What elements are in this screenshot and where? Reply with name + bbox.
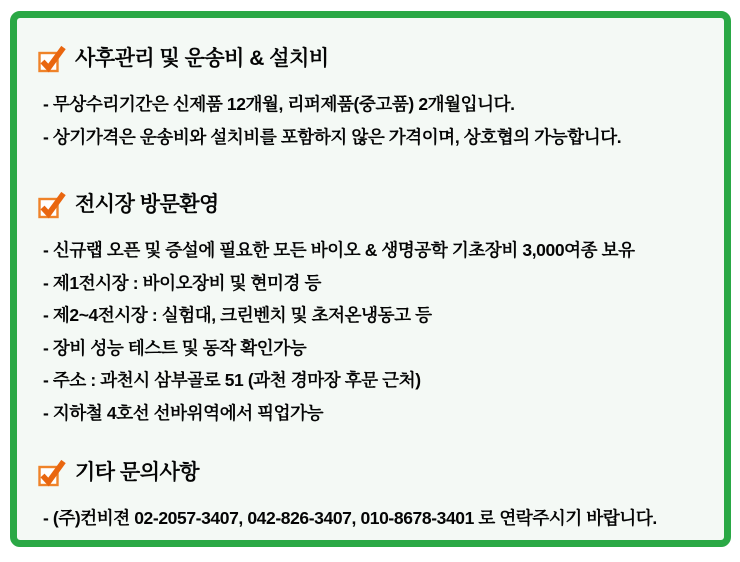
orange-checkbox-icon <box>38 191 65 218</box>
section-title <box>38 191 706 218</box>
list-item: - 상기가격은 운송비와 설치비를 포함하지 않은 가격이며, 상호협의 가능합니다. <box>43 126 622 147</box>
section-showroom <box>38 191 706 429</box>
section-aftercare <box>38 45 706 153</box>
list-item: - 지하철 4호선 선바위역에서 픽업가능 <box>43 402 324 423</box>
list-item: - 제1전시장 : 바이오장비 및 현미경 등 <box>43 272 322 293</box>
section-items <box>43 502 706 535</box>
orange-checkbox-icon <box>38 459 65 486</box>
section-title-text: 사후관리 및 운송비 & 설치비 <box>75 46 329 70</box>
section-title <box>38 459 706 486</box>
list-item: - (주)컨비젼 02-2057-3407, 042-826-3407, 010-8678-3401 로 연락주시기 바랍니다. <box>43 508 657 528</box>
notice-panel <box>10 11 731 547</box>
list-item: - 무상수리기간은 신제품 12개월, 리퍼제품(중고품) 2개월입니다. <box>43 94 515 114</box>
list-item: - 장비 성능 테스트 및 동작 확인가능 <box>43 337 307 358</box>
section-title-text: 기타 문의사항 <box>75 460 200 484</box>
section-items <box>43 88 706 153</box>
section-items <box>43 234 706 429</box>
section-contact <box>38 459 706 535</box>
orange-checkbox-icon <box>38 45 65 72</box>
section-title <box>38 45 706 72</box>
list-item: - 신규랩 오픈 및 증설에 필요한 모든 바이오 & 생명공학 기초장비 3,000여종 보유 <box>43 240 635 260</box>
list-item: - 주소 : 과천시 삼부골로 51 (과천 경마장 후문 근처) <box>43 370 421 390</box>
section-title-text: 전시장 방문환영 <box>75 192 219 216</box>
list-item: - 제2~4전시장 : 실험대, 크린벤치 및 초저온냉동고 등 <box>43 305 432 325</box>
